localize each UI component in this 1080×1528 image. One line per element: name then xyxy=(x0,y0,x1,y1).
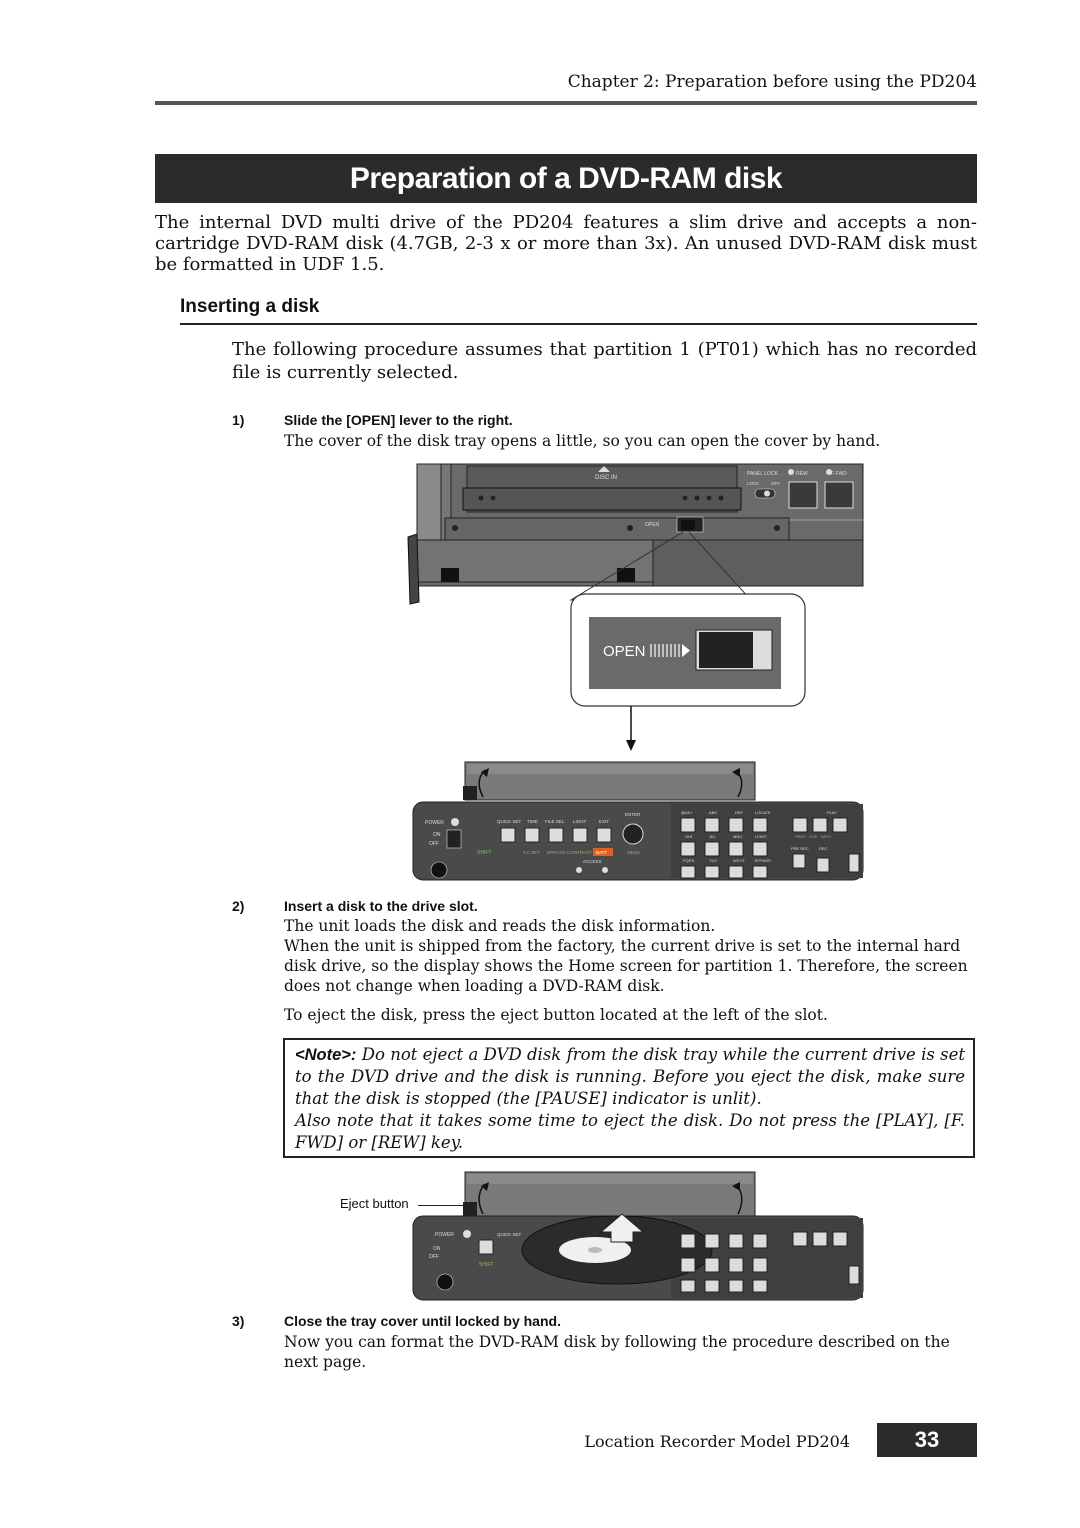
fig2-key-11: WXYZ xyxy=(733,858,745,863)
open-label-zoom: OPEN xyxy=(603,643,646,660)
fig2-play-label: PLAY xyxy=(827,810,837,815)
step-2-title: Insert a disk to the drive slot. xyxy=(284,898,478,914)
fig2-key-5: GHI xyxy=(685,834,693,839)
fig2-cue-label: CUE xyxy=(809,834,818,839)
step-1-number: 1) xyxy=(232,412,245,428)
step-3-body: Now you can format the DVD-RAM disk by following the procedure described on the next page. xyxy=(284,1333,950,1371)
note-text-1: Do not eject a DVD disk from the disk tray while the current drive is set to the DVD drive and the disk is running. Before you eject the disk, make sure that the disk is stopped (the [PAUSE] indicator is unlit). xyxy=(295,1045,965,1108)
step-3-number: 3) xyxy=(232,1313,245,1329)
lock-label: LOCK xyxy=(747,481,760,486)
note-box xyxy=(283,1038,975,1158)
intro-paragraph: The internal DVD multi drive of the PD204 features a slim drive and accepts a non-cartridge DVD-RAM disk (4.7GB, 2-3 x or more than 3x). An unused DVD-RAM disk must be formatted in UDF 1.5. xyxy=(155,212,977,275)
procedure-intro: The following procedure assumes that partition 1 (PT01) which has no recorded file is currently selected. xyxy=(232,339,977,383)
step-1-title: Slide the [OPEN] lever to the right. xyxy=(284,412,513,428)
section-heading: Inserting a disk xyxy=(180,296,320,317)
fig3-quick-set-label: QUICK SET xyxy=(497,1232,522,1237)
section-rule xyxy=(180,323,977,325)
fig2-key-2: ABC xyxy=(709,810,718,815)
page-title: Preparation of a DVD-RAM disk xyxy=(349,161,783,195)
fig2-key-10: TUV xyxy=(709,858,717,863)
fig2-key-9: PQRS xyxy=(683,858,695,863)
fig3-on-label: ON xyxy=(433,1246,441,1252)
note-tag: <Note>: xyxy=(295,1046,357,1064)
fig2-off-label: OFF xyxy=(429,841,439,847)
rew-label: REW xyxy=(796,471,808,477)
fig2-key-4: LOCATE xyxy=(755,810,771,815)
fig2-access-label: ACCESS xyxy=(583,859,602,864)
fig2-file-sel-label: FILE SEL xyxy=(545,819,565,824)
footer-model: Location Recorder Model PD204 xyxy=(584,1432,850,1451)
lock-off-label: OFF xyxy=(771,481,780,486)
step-2-body-3: To eject the disk, press the eject button located at the left of the slot. xyxy=(284,1006,828,1024)
fig2-enter-label: ENTER xyxy=(625,812,641,817)
ffwd-label: F FWD xyxy=(831,471,847,477)
fig2-menu-label: MENU xyxy=(627,850,641,855)
fig2-tc-set-label: T.C SET xyxy=(523,850,540,855)
fig3-off-label: OFF xyxy=(429,1254,439,1260)
fig2-dpm-inv-label: DPM INV xyxy=(547,850,566,855)
step-2-body-2: When the unit is shipped from the factory, the current drive is set to the internal hard disk drive, so the display shows the Home screen for partition 1. Therefore, the screen does not change when loading a DVD-RAM disk. xyxy=(284,937,968,995)
step-2-number: 2) xyxy=(232,898,245,914)
page-title-banner xyxy=(155,154,977,203)
fig2-light-label: LIGHT xyxy=(573,819,587,824)
fig2-key-8: LIGHT xyxy=(755,834,767,839)
header-rule xyxy=(155,101,977,105)
step-3-title: Close the tray cover until locked by hand. xyxy=(284,1313,561,1329)
disc-in-label: DISC IN xyxy=(595,475,618,481)
fig2-contrast-label: CONTRAST xyxy=(567,850,592,855)
step-2-body-1: The unit loads the disk and reads the disk information. xyxy=(284,917,716,935)
chapter-header: Chapter 2: Preparation before using the PD204 xyxy=(567,72,977,92)
figure-insert-disk xyxy=(405,1170,865,1302)
fig2-batt-label: BATT xyxy=(596,850,608,855)
fig3-shift-label: SHIFT xyxy=(479,1262,494,1268)
fig3-power-label: POWER xyxy=(435,1232,454,1238)
fig2-on-label: ON xyxy=(433,832,441,838)
page-number: 33 xyxy=(877,1423,977,1457)
open-label-small: OPEN xyxy=(645,522,660,528)
step-1-body: The cover of the disk tray opens a little, so you can open the cover by hand. xyxy=(284,432,881,450)
eject-button-label: Eject button xyxy=(340,1196,409,1211)
fig2-next-label: NEXT xyxy=(821,834,832,839)
panel-lock-label: PANEL LOCK xyxy=(747,471,778,477)
fig2-key-1: @#&+ xyxy=(681,810,693,815)
fig2-power-label: POWER xyxy=(425,820,444,826)
fig2-pre-rec-label: PRE REC xyxy=(791,846,809,851)
fig2-time-label: TIME xyxy=(527,819,538,824)
fig2-key-7: MNO xyxy=(733,834,743,839)
fig2-quick-set-label: QUICK SET xyxy=(497,819,522,824)
fig2-key-12: BYPASS xyxy=(755,858,771,863)
fig2-prev-label: PREV xyxy=(795,834,806,839)
note-text-2: Also note that it takes some time to eject the disk. Do not press the [PLAY], [F. FWD] or [REW] key. xyxy=(295,1111,965,1152)
figure-open-lever xyxy=(405,462,865,882)
fig2-exit-label: EXIT xyxy=(599,819,610,824)
fig2-key-3: DEF xyxy=(735,810,743,815)
fig2-shift-label: SHIFT xyxy=(477,850,492,856)
fig2-key-6: JKL xyxy=(709,834,716,839)
fig2-rec-label: REC xyxy=(819,846,828,851)
